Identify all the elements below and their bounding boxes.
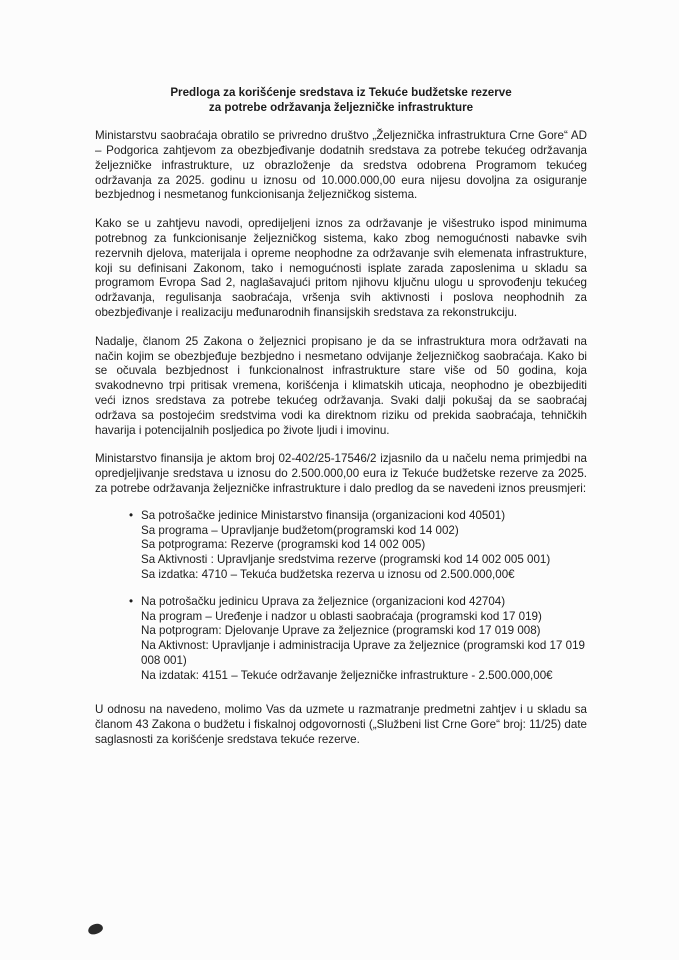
document-title [95, 86, 587, 115]
paragraph-justification: Kako se u zahtjevu navodi, opredijeljeni iznos za održavanje je višestruko ispod minimuma potrebnog za funkcionisanje željezničkog sistema, kako zbog nemogućnosti nabavke svih rezervnih djelova, materijala i opreme neophodne za održavanje svih elemenata infrastrukture, koji su definisani Zakonom, tako i nemogućnosti isplate zarada zaposlenima u skladu sa programom Evropa Sad 2, naglašavajući pritom njihovu ključnu ulogu u sprovođenju tekućeg održavanja, regulisanja saobraćaja, vršenja svih aktivnosti i poslova neophodnih za obezbjeđivanje i realizaciju međunarodnih finansijskih sredstava za rekonstrukciju. [95, 217, 587, 319]
scan-ink-mark [87, 923, 104, 936]
budget-destination-list [95, 595, 587, 684]
list-line-source-program: Sa programa – Upravljanje budžetom(programski kod 14 002) [141, 523, 459, 537]
bullet-icon: • [129, 508, 134, 522]
document-title-line2: za potrebe održavanja željezničke infrastrukture [208, 100, 474, 114]
paragraph-closing: U odnosu na navedeno, molimo Vas da uzmete u razmatranje predmetni zahtjev i u skladu sa članom 43 Zakona o budžetu i fiskalnoj odgovornosti („Službeni list Crne Gore“ broj: 11/25) date saglasnosti za korišćenje sredstava tekuće rezerve. [95, 703, 587, 747]
list-line-source-activity: Sa Aktivnosti : Upravljanje sredstvima rezerve (programski kod 14 002 005 001) [141, 553, 551, 567]
paragraph-law-article-25: Nadalje, članom 25 Zakona o željeznici propisano je da se infrastruktura mora održavati na način kojim se obezbjeđuje bezbjedno i nesmetano odvijanje željezničkog saobraćaja. Kako bi se očuvala bezbjednost i funkcionalnost infrastrukture stare više od 50 godina, koja svakodnevno trpi pritisak vremena, korišćenja i klimatskih uticaja, neophodno je obezbijediti veći iznos sredstava za potrebe tekućeg održavanja. Svaki dalji pokušaj da se saobraćaj održava sa postojećim sredstvima vodi ka direktnom riziku od prekida saobraćaja, tehničkih havarija i potencijalnih posljedica po živote ljudi i imovinu. [95, 334, 587, 437]
paragraph-request: Ministarstvu saobraćaja obratilo se privredno društvo „Željeznička infrastruktura Crne Gore“ AD – Podgorica zahtjevom za obezbjeđivanje dodatnih sredstava za potrebe tekućeg održavanja željezničke infrastrukture, uz obrazloženje da sredstva odobrena Programom tekućeg održavanja za 2025. godinu u iznosu od 10.000.000,00 eura nijesu dovoljna za osiguranje bezbjednog i nesmetanog funkcionisanja željezničkog sistema. [95, 129, 587, 202]
budget-source-list [95, 509, 587, 583]
list-line-dest-program: Na program – Uređenje i nadzor u oblasti saobraćaja (programski kod 17 019) [141, 609, 542, 623]
list-line-dest-activity: Na Aktivnost: Upravljanje i administracija Uprave za željeznice (programski kod 17 019 008 001) [141, 639, 585, 667]
list-line-dest-expenditure: Na izdatak: 4151 – Tekuće održavanje željezničke infrastrukture - 2.500.000,00€ [141, 668, 553, 682]
paragraph-finance-ministry-opinion: Ministarstvo finansija je aktom broj 02-402/25-17546/2 izjasnilo da u načelu nema primjedbi na opredjeljivanje sredstava u iznosu do 2.500.000,00 eura iz Tekuće budžetske rezerve za 2025. za potrebe održavanja željezničke infrastrukture i dalo predlog da se navedeni iznos preusmjeri: [95, 452, 587, 495]
list-line-dest-subprogram: Na potprogram: Djelovanje Uprave za željeznice (programski kod 17 019 008) [141, 624, 541, 638]
list-line-source-subprogram: Sa potprograma: Rezerve (programski kod 14 002 005) [141, 538, 426, 552]
list-line-dest-unit: Na potrošačku jedinicu Uprava za željeznice (organizacioni kod 42704) [141, 594, 506, 608]
bullet-icon: • [129, 594, 134, 608]
document-page [95, 86, 587, 748]
list-line-source-expenditure: Sa izdatka: 4710 – Tekuća budžetska rezerva u iznosu od 2.500.000,00€ [141, 567, 515, 581]
list-line-source-unit: Sa potrošačke jedinice Ministarstvo finansija (organizacioni kod 40501) [141, 508, 506, 522]
document-title-line1: Predloga za korišćenje sredstava iz Tekuće budžetske rezerve [170, 86, 512, 99]
